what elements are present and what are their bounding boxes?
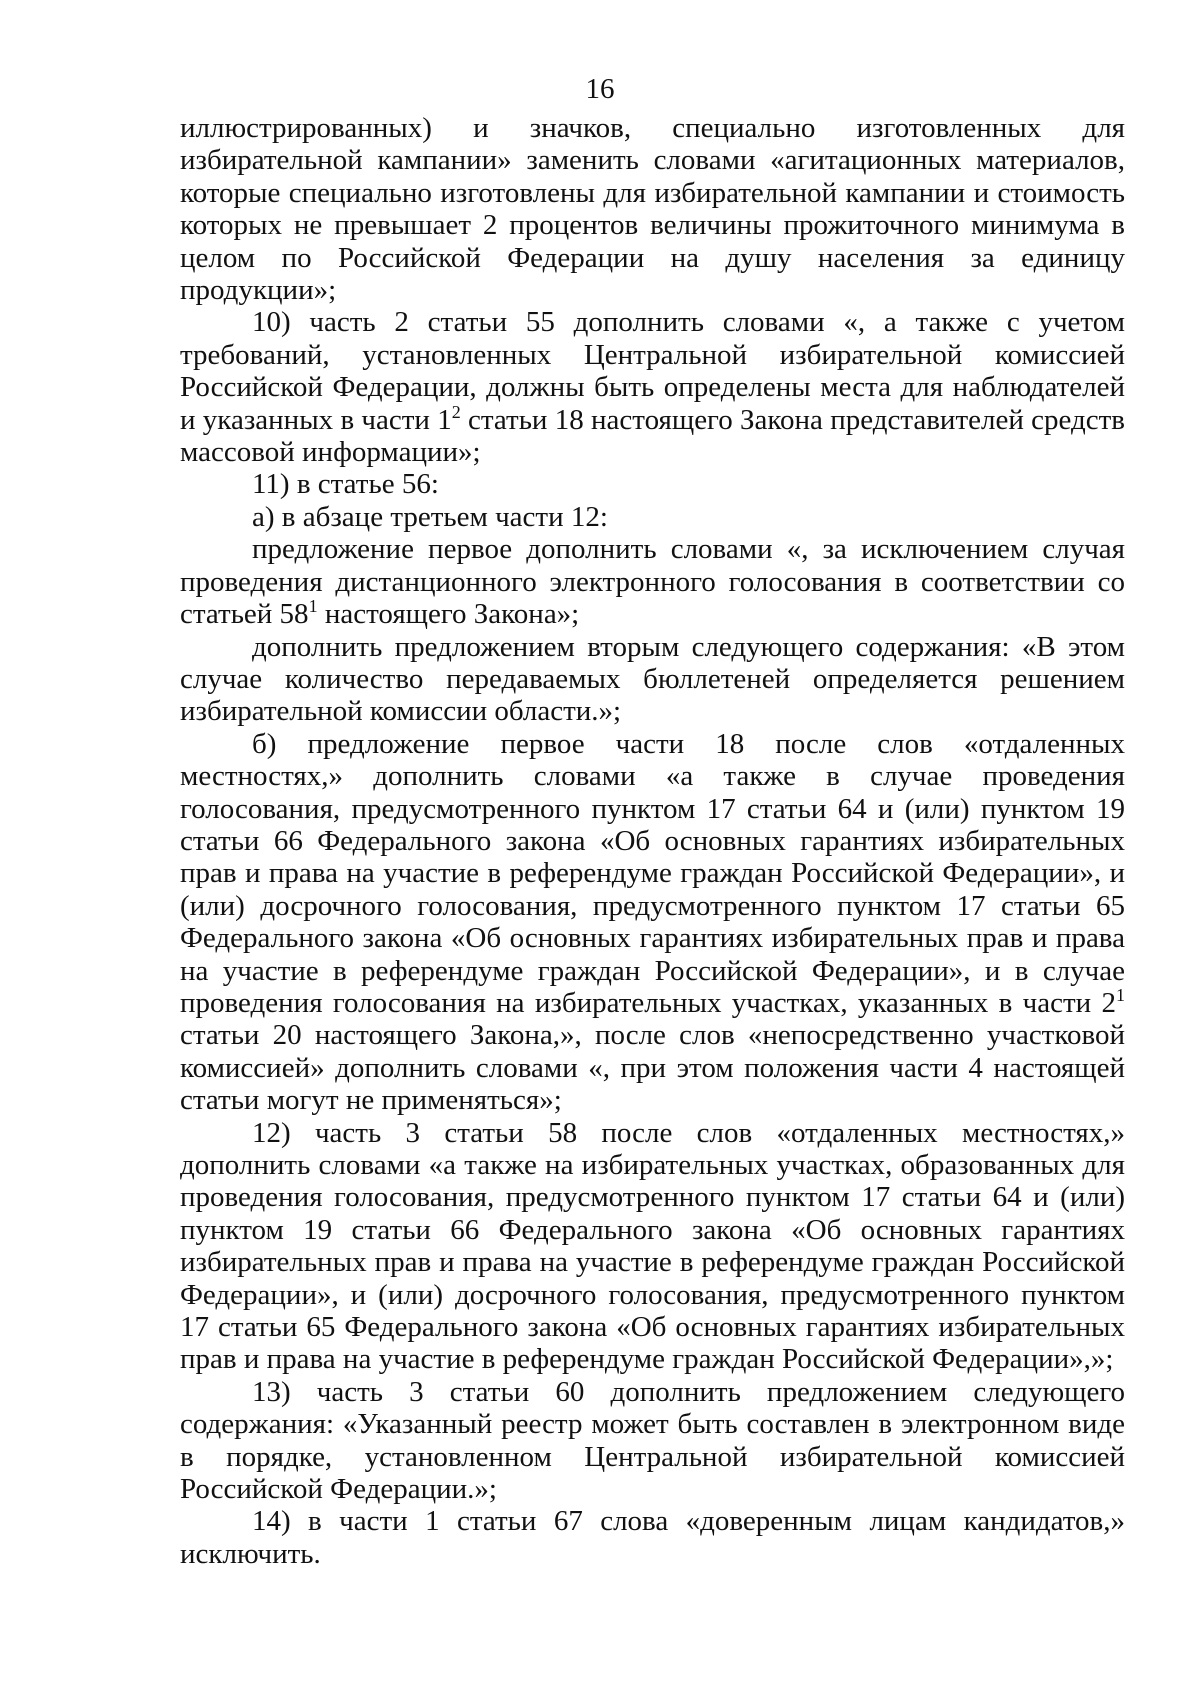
paragraph-text: иллюстрированных) и значков, специально изготовленных для избирательной кампании» заменить словами «агитационных материалов, которые специально изготовлены для избирательной кампании и стоимость которых не превышает 2 процентов величины прожиточного минимума в целом по Российской Федерации на душу населения за единицу продукции»; [180,112,1125,307]
paragraph-text: а) в абзаце третьем части 12: [252,500,608,533]
paragraph-text: 11) в статье 56: [252,468,439,501]
paragraph-p3 [180,468,1125,500]
paragraph-p8 [180,1117,1125,1376]
paragraph-text: 13) часть 3 статьи 60 дополнить предложением следующего содержания: «Указанный реестр может быть составлен в электронном виде в порядке, установленном Центральной избирательной комиссией Российской Федерации.»; [180,1375,1125,1506]
paragraph-text: 12) часть 3 статьи 58 после слов «отдаленных местностях,» дополнить словами «а также на избирательных участках, образованных для проведения голосования, предусмотренного пунктом 17 статьи 64 и (или) пунктом 19 статьи 66 Федерального закона «Об основных гарантиях избирательных прав и права на участие в референдуме граждан Российской Федерации», и (или) досрочного голосования, предусмотренного пунктом 17 статьи 65 Федерального закона «Об основных гарантиях избирательных прав и права на участие в референдуме граждан Российской Федерации»,»; [180,1116,1125,1376]
superscript-index: 1 [1116,984,1125,1005]
paragraph-p9 [180,1376,1125,1506]
paragraph-text: дополнить предложением вторым следующего содержания: «В этом случае количество передаваемых бюллетеней определяется решением избирательной комиссии области.»; [180,630,1125,728]
paragraph-text: 14) в части 1 статьи 67 слова «доверенным лицам кандидатов,» исключить. [180,1505,1125,1570]
paragraph-text: б) предложение первое части 18 после слов «отдаленных местностях,» дополнить словами «а также в случае проведения голосования, предусмотренного пунктом 17 статьи 64 и (или) пунктом 19 статьи 66 Федерального закона «Об основных гарантиях избирательных прав и права на участие в референдуме граждан Российской Федерации», и (или) досрочного голосования, предусмотренного пунктом 17 статьи 65 Федерального закона «Об основных гарантиях избирательных прав и права на участие в референдуме граждан Российской Федерации», и в случае проведения голосования на избирательных участках, указанных в части 2 [180,727,1125,1019]
paragraph-p1 [180,112,1125,306]
paragraph-p7 [180,728,1125,1117]
paragraph-p5 [180,533,1125,630]
paragraph-text: 10) часть 2 статьи 55 дополнить словами «, а также с учетом требований, установленных Центральной избирательной комиссией Российской Федерации, должны быть определены места для наблюдателей и указанных в части 1 [180,306,1125,436]
paragraph-p4 [180,501,1125,533]
superscript-index: 2 [451,401,461,422]
document-body [180,112,1125,1570]
superscript-index: 1 [308,596,318,617]
paragraph-text: предложение первое дополнить словами «, за исключением случая проведения дистанционного электронного голосования в соответствии со статьей 58 [180,533,1125,631]
paragraph-text: настоящего Закона»; [317,598,580,631]
paragraph-p2 [180,306,1125,468]
paragraph-p6 [180,631,1125,728]
paragraph-text: статьи 20 настоящего Закона,», после слов «непосредственно участковой комиссией» дополнить словами «, при этом положения части 4 настоящей статьи могут не применяться»; [180,1019,1125,1117]
paragraph-p10 [180,1505,1125,1570]
page-number: 16 [585,73,615,105]
paragraph-text: статьи 18 настоящего Закона представителей средств массовой информации»; [180,403,1125,469]
